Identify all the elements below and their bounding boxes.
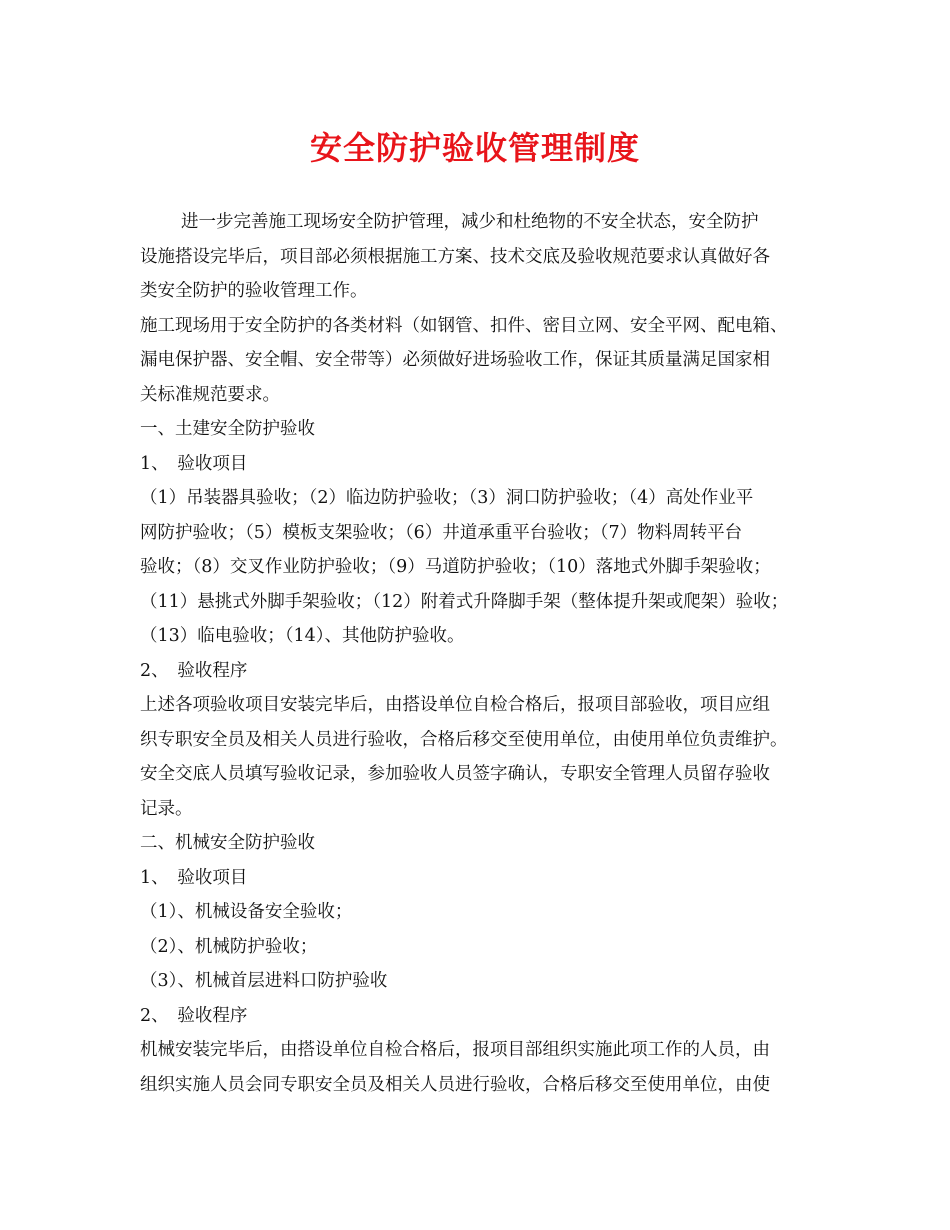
subsection-heading: 2、 验收程序 — [140, 1005, 248, 1026]
paragraph-line: 组织实施人员会同专职安全员及相关人员进行验收，合格后移交至使用单位，由使 — [140, 1074, 770, 1095]
document-body — [140, 205, 820, 1102]
paragraph-line: 漏电保护器、安全帽、安全带等）必须做好进场验收工作，保证其质量满足国家相 — [140, 350, 770, 370]
section-heading: 一、土建安全防护验收 — [140, 419, 315, 439]
list-item: （2）、机械防护验收； — [140, 936, 318, 957]
list-line: （11）悬挑式外脚手架验收；（12）附着式升降脚手架（整体提升架或爬架）验收； — [140, 591, 789, 612]
paragraph-line: 施工现场用于安全防护的各类材料（如钢管、扣件、密目立网、安全平网、配电箱、 — [140, 315, 788, 336]
subsection-heading: 2、 验收程序 — [140, 660, 248, 681]
paragraph-line: 类安全防护的验收管理工作。 — [140, 281, 368, 301]
section-heading: 二、机械安全防护验收 — [140, 833, 315, 853]
paragraph-line: 进一步完善施工现场安全防护管理，减少和杜绝物的不安全状态，安全防护 — [181, 212, 759, 232]
paragraph-line: 织专职安全员及相关人员进行验收，合格后移交至使用单位，由使用单位负责维护。 — [140, 729, 788, 750]
subsection-heading: 1、 验收项目 — [140, 867, 248, 888]
list-line: 网防护验收；（5）模板支架验收；（6）井道承重平台验收；（7）物料周转平台 — [140, 522, 743, 543]
paragraph-line: 安全交底人员填写验收记录，参加验收人员签字确认，专职安全管理人员留存验收 — [140, 764, 770, 784]
paragraph-line: 记录。 — [140, 798, 193, 819]
paragraph-line: 关标准规范要求。 — [140, 384, 280, 405]
subsection-heading: 1、 验收项目 — [140, 453, 248, 474]
list-line: （13）临电验收；（14）、其他防护验收。 — [140, 626, 465, 646]
list-item: （3）、机械首层进料口防护验收 — [140, 971, 388, 991]
paragraph-line: 机械安装完毕后，由搭设单位自检合格后，报项目部组织实施此项工作的人员，由 — [140, 1040, 770, 1060]
list-item: （1）、机械设备安全验收； — [140, 902, 353, 922]
paragraph-line: 设施搭设完毕后，项目部必须根据施工方案、技术交底及验收规范要求认真做好各 — [140, 246, 770, 267]
document-title: 安全防护验收管理制度 — [309, 129, 640, 167]
list-line: 验收；（8）交叉作业防护验收；（9）马道防护验收；（10）落地式外脚手架验收； — [140, 557, 771, 577]
list-line: （1）吊装器具验收；（2）临边防护验收；（3）洞口防护验收；（4）高处作业平 — [140, 488, 754, 508]
paragraph-line: 上述各项验收项目安装完毕后，由搭设单位自检合格后，报项目部验收，项目应组 — [140, 695, 770, 715]
